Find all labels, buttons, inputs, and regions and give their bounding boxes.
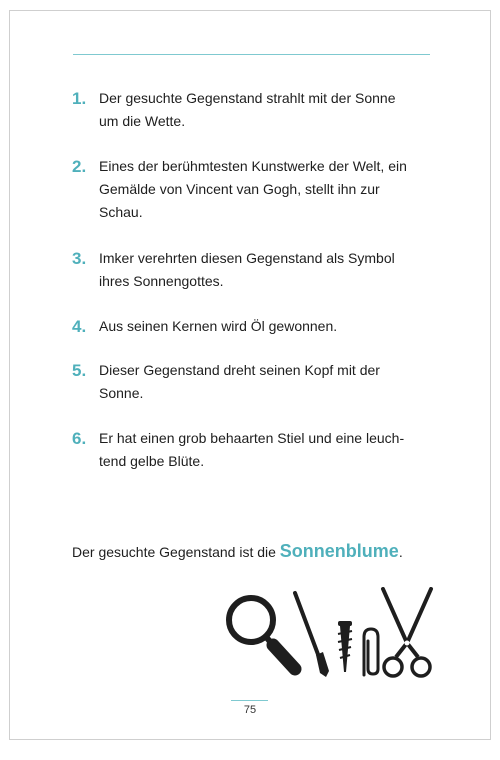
paperclip-icon	[364, 629, 378, 675]
book-page	[9, 10, 491, 740]
clue-text: Eines der berühmtesten Kunstwerke der Welt, ein Gemälde von Vincent van Gogh, stellt ihn zur Schau.	[99, 158, 407, 220]
clue-number: 2.	[72, 157, 87, 176]
magnifying-glass-icon	[229, 598, 295, 669]
footer-rule	[231, 700, 268, 701]
clue-number: 5.	[72, 361, 87, 380]
clue-item	[72, 155, 432, 224]
answer-word: Sonnenblume	[279, 541, 399, 561]
clue-number: 4.	[72, 317, 87, 336]
clue-text: Aus seinen Kernen wird Öl gewonnen.	[99, 318, 338, 334]
clue-item	[72, 359, 432, 405]
answer-sentence	[72, 539, 403, 564]
page-number: 75	[243, 704, 257, 716]
clue-item	[72, 87, 432, 133]
clue-item	[72, 315, 432, 338]
clue-number: 3.	[72, 249, 87, 268]
clue-number: 6.	[72, 429, 87, 448]
answer-prefix: Der gesuchte Gegenstand ist die	[72, 544, 280, 560]
paintbrush-icon	[295, 593, 329, 677]
screw-icon	[338, 621, 352, 672]
clue-item	[72, 247, 432, 293]
answer-suffix: .	[398, 544, 403, 560]
clue-text: Er hat einen grob behaarten Stiel und eine leuch- tend gelbe Blüte.	[99, 430, 405, 469]
scissors-icon	[383, 589, 431, 676]
clue-text: Dieser Gegenstand dreht seinen Kopf mit der Sonne.	[99, 362, 380, 401]
clue-text: Imker verehrten diesen Gegenstand als Symbol ihres Sonnengottes.	[99, 250, 395, 289]
clue-text: Der gesuchte Gegenstand strahlt mit der Sonne um die Wette.	[99, 90, 396, 129]
top-rule	[73, 54, 430, 55]
tools-illustration	[223, 587, 438, 679]
clue-number: 1.	[72, 89, 87, 108]
clue-item	[72, 427, 432, 473]
